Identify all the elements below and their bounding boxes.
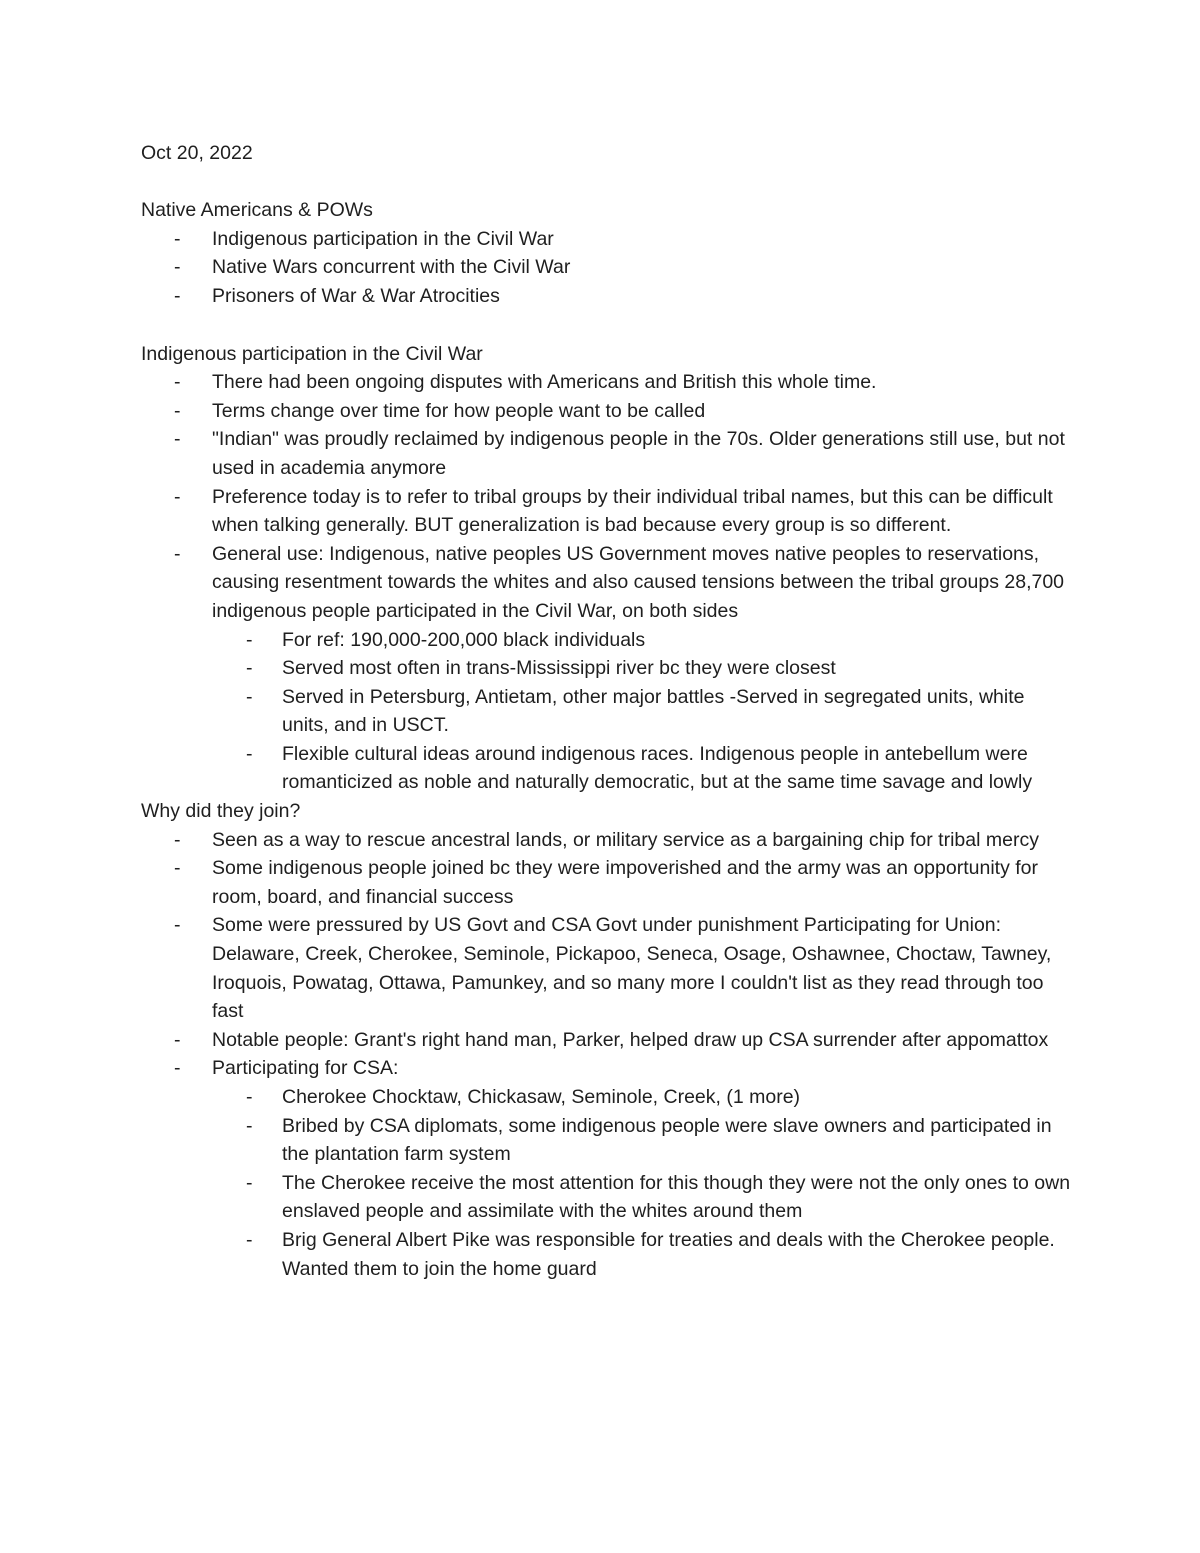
section-heading-why-join: Why did they join? [141, 800, 301, 823]
sub-list-item: - Brig General Albert Pike was responsible for treaties and deals with the Cherokee people. Wanted them to join the home guard [141, 1226, 1071, 1283]
date-line: Oct 20, 2022 [141, 142, 253, 164]
sub-list-item: - Served most often in trans-Mississippi river bc they were closest [141, 654, 1071, 683]
list-item: - Native Wars concurrent with the Civil War [141, 253, 1071, 282]
list-item: - Preference today is to refer to tribal groups by their individual tribal names, but this can be difficult when talking generally. BUT generalization is bad because every group is so different. [141, 483, 1071, 540]
list-item: - General use: Indigenous, native peoples US Government moves native peoples to reservations, causing resentment towards the whites and also caused tensions between the tribal groups 28,700 indigenous people participated in the Civil War, on both sides [141, 540, 1071, 626]
list-item: - Notable people: Grant's right hand man, Parker, helped draw up CSA surrender after appomattox [141, 1026, 1071, 1055]
list-item: - Some were pressured by US Govt and CSA Govt under punishment Participating for Union: Delaware, Creek, Cherokee, Seminole, Pickapoo, Seneca, Osage, Oshawnee, Choctaw, Tawney, Iroquois, Powatag, Ottawa, Pamunkey, and so many more I couldn't list as they read through too fast [141, 911, 1071, 1025]
list-item: - There had been ongoing disputes with Americans and British this whole time. [141, 368, 1071, 397]
why-join-list [141, 826, 1071, 1284]
sub-list-item: - For ref: 190,000-200,000 black individuals [141, 626, 1071, 655]
participation-list [141, 368, 1071, 797]
sub-list-item: - Served in Petersburg, Antietam, other major battles -Served in segregated units, white units, and in USCT. [141, 683, 1071, 740]
topic-list [141, 225, 1071, 311]
list-item: - Seen as a way to rescue ancestral lands, or military service as a bargaining chip for tribal mercy [141, 826, 1071, 855]
sub-list-item: - Flexible cultural ideas around indigenous races. Indigenous people in antebellum were romanticized as noble and naturally democratic, but at the same time savage and lowly [141, 740, 1071, 797]
list-item: - Indigenous participation in the Civil War [141, 225, 1071, 254]
section-heading-indigenous-participation: Indigenous participation in the Civil War [141, 342, 483, 365]
list-item: - Participating for CSA: [141, 1054, 1071, 1083]
sub-list-item: - Cherokee Chocktaw, Chickasaw, Seminole, Creek, (1 more) [141, 1083, 1071, 1112]
list-item: - Terms change over time for how people want to be called [141, 397, 1071, 426]
section-heading-native-americans: Native Americans & POWs [141, 199, 373, 222]
sub-list-item: - The Cherokee receive the most attention for this though they were not the only ones to own enslaved people and assimilate with the whites around them [141, 1169, 1071, 1226]
list-item: - "Indian" was proudly reclaimed by indigenous people in the 70s. Older generations still use, but not used in academia anymore [141, 425, 1071, 482]
list-item: - Prisoners of War & War Atrocities [141, 282, 1071, 311]
list-item: - Some indigenous people joined bc they were impoverished and the army was an opportunity for room, board, and financial success [141, 854, 1071, 911]
document-body [141, 139, 1071, 1283]
sub-list-item: - Bribed by CSA diplomats, some indigenous people were slave owners and participated in the plantation farm system [141, 1112, 1071, 1169]
